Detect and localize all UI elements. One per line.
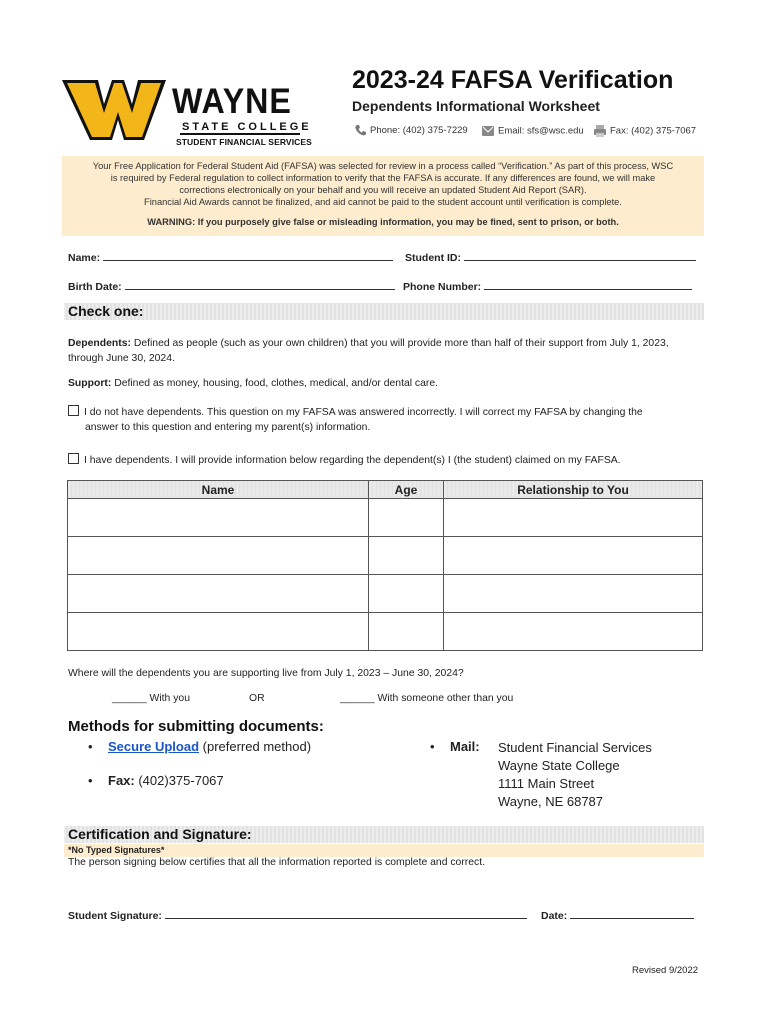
check-one-heading: Check one:	[64, 303, 704, 320]
notice-line: Financial Aid Awards cannot be finalized, and aid cannot be paid to the student account until verification is complete.	[144, 197, 622, 207]
dependents-definition: Dependents: Defined as people (such as your own children) that you will provide more than half of their support from July 1, 2023, through June 30, 2024.	[68, 338, 669, 364]
bullet: •	[88, 739, 93, 754]
notice-line: Your Free Application for Federal Student Aid (FAFSA) was selected for review in a process called “Verification.” As part of this process, WSC	[92, 161, 674, 171]
option-no-dependents[interactable]: I do not have dependents. This question on my FAFSA was answered incorrectly. I will correct my FAFSA by changing the answer to this question and entering my parent(s) information.	[68, 405, 698, 435]
mail-line: Wayne State College	[498, 758, 620, 773]
certification-statement: The person signing below certifies that all the information reported is complete and correct.	[68, 857, 485, 868]
method-mail: • Mail:	[430, 739, 480, 754]
page-title: 2023-24 FAFSA Verification	[352, 66, 674, 94]
no-dependents-checkbox[interactable]	[68, 405, 79, 416]
phone-icon	[354, 124, 367, 137]
date-input-line[interactable]	[570, 908, 694, 919]
fax-icon	[593, 124, 607, 138]
with-other-option[interactable]: ______ With someone other than you	[340, 693, 514, 704]
phone-number-input-line[interactable]	[484, 279, 692, 290]
name-cell[interactable]	[68, 537, 369, 575]
date-field[interactable]: Date:	[541, 908, 694, 922]
mail-line: 1111 Main Street	[498, 776, 595, 791]
with-you-option[interactable]: ______ With you	[112, 693, 190, 704]
name-cell[interactable]	[68, 575, 369, 613]
student-id-input-line[interactable]	[464, 250, 696, 261]
email-icon	[481, 124, 495, 138]
notice-warning: WARNING: If you purposely give false or misleading information, you may be fined, sent to prison, or both.	[147, 217, 619, 227]
table-row	[68, 575, 703, 613]
signature-input-line[interactable]	[165, 908, 527, 919]
page-subtitle: Dependents Informational Worksheet	[352, 98, 600, 114]
age-cell[interactable]	[369, 613, 444, 651]
revised-date: Revised 9/2022	[632, 965, 699, 976]
bullet: •	[88, 773, 93, 788]
wayne-w-logo	[62, 80, 166, 140]
column-header-relationship: Relationship to You	[444, 481, 703, 499]
mail-address	[498, 739, 652, 811]
contact-email[interactable]: Email: sfs@wsc.edu	[481, 124, 584, 138]
have-dependents-checkbox[interactable]	[68, 453, 79, 464]
column-header-age: Age	[369, 481, 444, 499]
no-typed-signatures-note: *No Typed Signatures*	[64, 844, 704, 857]
name-cell[interactable]	[68, 499, 369, 537]
student-id-field[interactable]: Student ID:	[405, 250, 696, 264]
name-field[interactable]: Name:	[68, 250, 393, 264]
column-header-name: Name	[68, 481, 369, 499]
support-definition: Support: Defined as money, housing, food, clothes, medical, and/or dental care.	[68, 378, 439, 389]
logo-department: STUDENT FINANCIAL SERVICES	[176, 137, 312, 147]
contact-fax: Fax: (402) 375-7067	[593, 124, 696, 138]
logo-wayne: WAYNE	[172, 82, 292, 121]
name-cell[interactable]	[68, 613, 369, 651]
option-have-dependents[interactable]: I have dependents. I will provide information below regarding the dependent(s) I (the student) claimed on my FAFSA.	[68, 453, 698, 468]
signature-field[interactable]: Student Signature:	[68, 908, 527, 922]
table-row	[68, 613, 703, 651]
verification-notice	[62, 156, 704, 236]
age-cell[interactable]	[369, 537, 444, 575]
living-question: Where will the dependents you are supporting live from July 1, 2023 – June 30, 2024?	[68, 668, 464, 679]
table-row	[68, 499, 703, 537]
phone-number-field[interactable]: Phone Number:	[403, 279, 692, 293]
relationship-cell[interactable]	[444, 575, 703, 613]
relationship-cell[interactable]	[444, 537, 703, 575]
table-row	[68, 537, 703, 575]
relationship-cell[interactable]	[444, 499, 703, 537]
secure-upload-link[interactable]: Secure Upload	[108, 739, 200, 754]
methods-heading: Methods for submitting documents:	[68, 718, 324, 735]
mail-line: Wayne, NE 68787	[498, 794, 604, 809]
certification-heading: Certification and Signature:	[64, 826, 704, 843]
relationship-cell[interactable]	[444, 613, 703, 651]
dependents-table	[67, 480, 703, 651]
name-input-line[interactable]	[103, 250, 393, 261]
age-cell[interactable]	[369, 499, 444, 537]
or-text: OR	[249, 693, 265, 704]
logo-divider	[180, 133, 300, 135]
logo-state-college: STATE COLLEGE	[182, 121, 312, 133]
notice-line: is required by Federal regulation to collect information to verify that the FAFSA is accurate. If any differences are found, we will make	[110, 173, 656, 183]
method-fax: • Fax: (402)375-7067	[88, 773, 224, 788]
age-cell[interactable]	[369, 575, 444, 613]
notice-line: corrections electronically on your behalf and you will receive an updated Student Aid Report (SAR).	[179, 185, 587, 195]
bullet: •	[430, 739, 435, 754]
mail-line: Student Financial Services	[498, 740, 652, 755]
contact-phone: Phone: (402) 375-7229	[354, 124, 468, 137]
birth-date-input-line[interactable]	[125, 279, 395, 290]
method-upload: • Secure Upload (preferred method)	[88, 739, 312, 754]
birth-date-field[interactable]: Birth Date:	[68, 279, 395, 293]
